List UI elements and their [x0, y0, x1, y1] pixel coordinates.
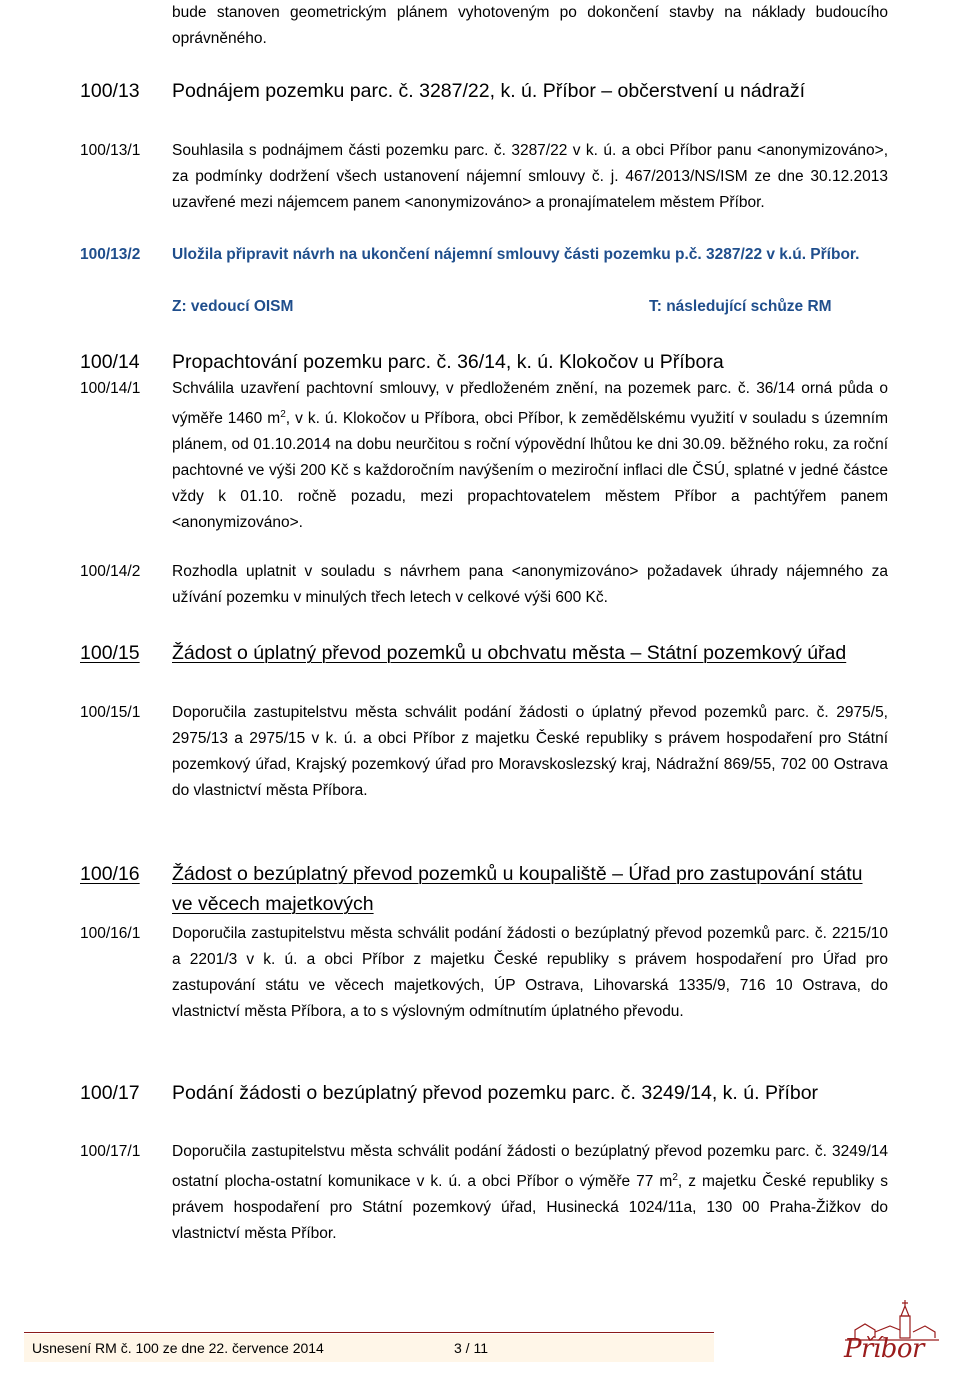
section-title: Propachtování pozemku parc. č. 36/14, k. ú. Klokočov u Příbora [172, 351, 724, 373]
resolution-100-17-1 [80, 1139, 888, 1247]
section-number: 100/17 [80, 1082, 140, 1104]
resolution-number: 100/14/2 [80, 563, 141, 580]
section-title: Žádost o bezúplatný převod pozemků u koupaliště – Úřad pro zastupování státu ve věcech majetkových [172, 863, 863, 915]
task-responsible: Z: vedoucí OISM [172, 298, 294, 315]
resolution-number: 100/13/1 [80, 142, 141, 159]
footer-divider [24, 1332, 714, 1333]
footer-title: Usnesení RM č. 100 ze dne 22. července 2014 [32, 1340, 324, 1356]
section-100-14-heading [80, 347, 888, 377]
section-title: Žádost o úplatný převod pozemků u obchvatu města – Státní pozemkový úřad [172, 642, 847, 664]
section-number: 100/16 [80, 863, 140, 885]
section-number: 100/13 [80, 80, 140, 102]
resolution-number: 100/16/1 [80, 925, 141, 942]
task-deadline: T: následující schůze RM [649, 298, 832, 315]
logo-wordmark: Příbor [844, 1334, 924, 1364]
resolution-text: Doporučila zastupitelstvu města schválit podání žádosti o bezúplatný převod pozemků parc. č. 2215/10 a 2201/3 v k. ú. a obci Příbor z majetku České republiky s právem hospodaření pro Úřad pro zastupování státu ve věcech majetkových, ÚP Ostrava, Lihovarská 1335/9, 716 10 Ostrava, do vlastnictví města Příbora, a to s výslovným odmítnutím úplatného převodu. [172, 925, 888, 1020]
resolution-text: Doporučila zastupitelstvu města schválit podání žádosti o úplatný převod pozemků parc. č. 2975/5, 2975/13 a 2975/15 v k. ú. a obci Příbor z majetku České republiky s právem hospodaření pro Státní pozemkový úřad, Krajský pozemkový úřad pro Moravskoslezský kraj, Nádražní 869/55, 702 00 Ostrava do vlastnictví města Příbora. [172, 704, 888, 799]
resolution-text: Doporučila zastupitelstvu města schválit podání žádosti o bezúplatný převod pozemku parc. č. 3249/14 ostatní plocha-ostatní komunikace v k. ú. a obci Příbor o výměře 77 $m^2$, z majetku České republiky s právem hospodaření pro Státní pozemkový úřad, Husinecká 1024/11a, 130 00 Praha-Žižkov do vlastnictví města Příbor. [172, 1143, 888, 1243]
section-100-16-heading [80, 859, 888, 919]
intro-paragraph: bude stanoven geometrickým plánem vyhotoveným po dokončení stavby na náklady budoucího oprávněného. [172, 4, 888, 47]
section-100-17-heading [80, 1078, 888, 1108]
section-100-15-heading [80, 638, 888, 668]
resolution-text: Uložila připravit návrh na ukončení nájemní smlouvy části pozemku p.č. 3287/22 v k.ú. Příbor. [172, 246, 860, 263]
resolution-number: 100/17/1 [80, 1143, 141, 1160]
section-100-13-heading [80, 76, 888, 106]
section-number: 100/15 [80, 642, 140, 664]
resolution-text: Schválila uzavření pachtovní smlouvy, v předloženém znění, na pozemek parc. č. 36/14 orná půda o výměře 1460 $m^2$, v k. ú. Klokočov u Příbora, obci Příbor, k zemědělskému využití v souladu s územním plánem, od 01.10.2014 na dobu neurčitou s roční výpovědní lhůtou ke dni 30.09. běžného roku, za roční pachtovné ve výši 200 Kč s každoročním navýšením o meziroční inflaci dle ČSÚ, splatné v jedné částce vždy k 01.10. ročně pozadu, mezi propachtovatelem městem Příbor a pachtýřem panem <anonymizováno>. [172, 380, 888, 532]
section-number: 100/14 [80, 351, 140, 373]
resolution-100-14-1 [80, 376, 888, 536]
resolution-100-13-1 [80, 138, 888, 216]
resolution-100-15-1 [80, 700, 888, 804]
resolution-100-16-1 [80, 921, 888, 1025]
resolution-number: 100/15/1 [80, 704, 141, 721]
page-number: 3 / 11 [454, 1340, 488, 1356]
resolution-100-14-2 [80, 559, 888, 611]
resolution-number: 100/13/2 [80, 246, 141, 263]
resolution-text: Souhlasila s podnájmem části pozemku parc. č. 3287/22 v k. ú. a obci Příbor panu <anonymizováno>, za podmínky dodržení všech ustanovení nájemní smlouvy č. j. 467/2013/NS/ISM ze dne 30.12.2013 uzavřené mezi nájemcem panem <anonymizováno> a pronajímatelem městem Příbor. [172, 142, 888, 211]
section-title: Podání žádosti o bezúplatný převod pozemku parc. č. 3249/14, k. ú. Příbor [172, 1082, 819, 1104]
task-line [80, 294, 888, 320]
section-title: Podnájem pozemku parc. č. 3287/22, k. ú. Příbor – občerstvení u nádraží [172, 80, 806, 102]
resolution-100-13-2 [80, 242, 888, 268]
resolution-number: 100/14/1 [80, 380, 141, 397]
resolution-text: Rozhodla uplatnit v souladu s návrhem pana <anonymizováno> požadavek úhrady nájemného za užívání pozemku v minulých třech letech v celkové výši 600 Kč. [172, 563, 888, 606]
